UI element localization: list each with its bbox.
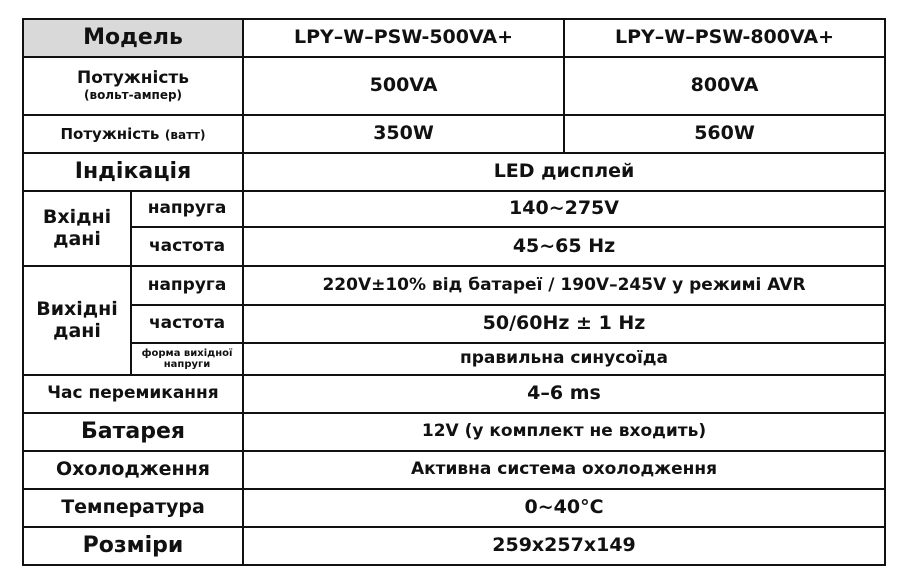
input-frequency-value: 45~65 Hz	[243, 227, 885, 266]
power-w-unit: (ватт)	[164, 127, 206, 142]
row-output-frequency	[23, 305, 885, 343]
row-temperature	[23, 489, 885, 527]
output-frequency-value: 50/60Hz ± 1 Hz	[243, 305, 885, 343]
power-w-label-cell	[23, 115, 243, 153]
temperature-value: 0~40°C	[243, 489, 885, 527]
row-output-voltage	[23, 266, 885, 305]
temperature-label: Температура	[23, 489, 243, 527]
power-va-label: Потужність	[77, 68, 190, 89]
row-input-frequency	[23, 227, 885, 266]
row-power-va	[23, 57, 885, 115]
input-frequency-label: частота	[131, 227, 243, 266]
output-waveform-label-line1: форма вихідної	[141, 347, 233, 359]
input-label-line2: дані	[53, 227, 101, 250]
input-label-line1: Вхідні	[42, 205, 112, 228]
output-label-line1: Вихідні	[36, 297, 118, 320]
power-va-value-2: 800VA	[564, 57, 885, 115]
spec-table	[22, 18, 886, 566]
row-cooling	[23, 451, 885, 489]
transfer-time-value: 4–6 ms	[243, 375, 885, 413]
output-label	[23, 266, 131, 375]
row-indication	[23, 153, 885, 191]
output-waveform-label-line2: напруги	[163, 359, 211, 370]
dimensions-label: Розміри	[23, 527, 243, 565]
output-frequency-label: частота	[131, 305, 243, 343]
row-model	[23, 19, 885, 57]
power-va-value-1: 500VA	[243, 57, 564, 115]
cooling-value: Активна система охолодження	[243, 451, 885, 489]
row-power-w	[23, 115, 885, 153]
model-1: LPY–W–PSW-500VA+	[243, 19, 564, 57]
power-w-value-1: 350W	[243, 115, 564, 153]
indication-label: Індікація	[23, 153, 243, 191]
model-2: LPY–W–PSW-800VA+	[564, 19, 885, 57]
row-transfer-time	[23, 375, 885, 413]
row-output-waveform	[23, 343, 885, 375]
input-voltage-label: напруга	[131, 191, 243, 227]
power-w-label: Потужність	[60, 124, 160, 143]
output-waveform-value: правильна синусоїда	[243, 343, 885, 375]
output-waveform-label	[131, 343, 243, 375]
output-label-line2: дані	[53, 319, 101, 342]
power-va-label-cell	[23, 57, 243, 115]
input-voltage-value: 140~275V	[243, 191, 885, 227]
output-voltage-value: 220V±10% від батареї / 190V–245V у режимі AVR	[243, 266, 885, 305]
row-battery	[23, 413, 885, 451]
transfer-time-label: Час перемикання	[23, 375, 243, 413]
input-label	[23, 191, 131, 266]
row-input-voltage	[23, 191, 885, 227]
indication-value: LED дисплей	[243, 153, 885, 191]
power-w-value-2: 560W	[564, 115, 885, 153]
cooling-label: Охолодження	[23, 451, 243, 489]
dimensions-value: 259x257x149	[243, 527, 885, 565]
row-dimensions	[23, 527, 885, 565]
battery-value: 12V (у комплект не входить)	[243, 413, 885, 451]
output-voltage-label: напруга	[131, 266, 243, 305]
power-va-unit: (вольт-ампер)	[83, 87, 183, 102]
model-label: Модель	[23, 19, 243, 57]
battery-label: Батарея	[23, 413, 243, 451]
